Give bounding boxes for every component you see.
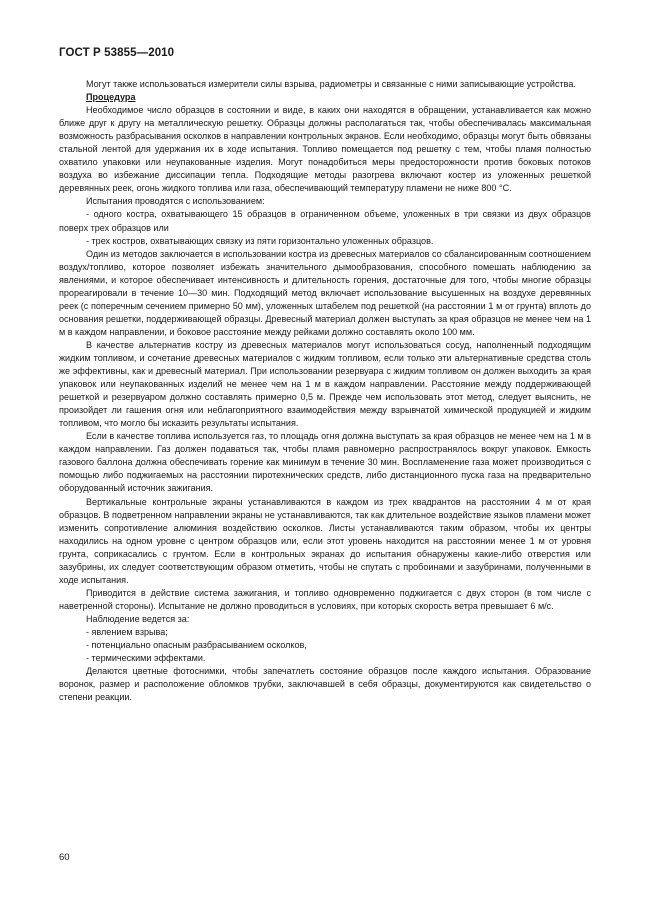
paragraph: Делаются цветные фотоснимки, чтобы запечатлеть состояние образцов после каждого испытания. Образование воронок, размер и расположение обломков трубки, заключавшей в себя образцы, документируются как свидетельство о степени реакции. xyxy=(59,666,591,703)
paragraph: Испытания проводятся с использованием: xyxy=(86,196,265,207)
paragraph: В качестве альтернатив костру из древесных материалов могут использоваться сосуд, наполненный подходящим жидким топливом, и сочетание древесных материалов с жидким топливом, если только эти альтернативные средства столь же эффективны, как и древесный материал. При использовании резервуара с жидким топливом он должен выходить за края упаковок или неупакованных изделий не менее чем на 1 м в каждом направлении. Расстояние между поддерживающей решеткой и резервуаром должно составлять примерно 0,5 м. Прежде чем использовать этот метод, следует выяснить, не произойдет ли гашения огня или неблагоприятного взаимодействия между взрывчатой химической продукцией и жидким топливом, что могло бы исказить результаты испытания. xyxy=(59,339,591,429)
list-item: - потенциально опасным разбрасыванием осколков, xyxy=(86,640,307,651)
page-number: 60 xyxy=(59,852,70,863)
document-body xyxy=(59,78,591,704)
list-item: - одного костра, охватывающего 15 образцов в ограниченном объеме, уложенных в три связки из двух образцов поверх трех образцов или xyxy=(59,209,591,233)
list-item: - трех костров, охватывающих связку из пяти горизонтально уложенных образцов. xyxy=(86,235,434,246)
paragraph: Необходимое число образцов в состоянии и виде, в каких они находятся в обращении, устанавливается как можно ближе друг к другу на металлическую решетку. Образцы должны располагаться так, чтобы обеспечивалась максимальная возможность разбрасывания осколков в направлении контрольных экранов. Если необходимо, образцы могут быть обвязаны стальной лентой для удержания их в ходе испытания. Топливо помещается под решетку с тем, чтобы пламя полностью охватило упаковки или неупакованные изделия. Могут понадобиться меры предосторожности против боковых потоков воздуха во избежание диссипации тепла. Подходящие методы разогрева включают костер из уложенных решеткой деревянных реек, огонь жидкого топлива или газа, обеспечивающий температуру пламени не ниже 800 °С. xyxy=(59,105,591,194)
paragraph: Могут также использоваться измерители силы взрыва, радиометры и связанные с ними записывающие устройства. xyxy=(86,79,576,89)
paragraph: Если в качестве топлива используется газ, то площадь огня должна выступать за края образцов не менее чем на 1 м в каждом направлении. Газ должен подаваться так, чтобы пламя равномерно распространялось вокруг упаковок. Емкость газового баллона должна обеспечивать горение как минимум в течение 30 мин. Воспламенение газа может производиться с помощью либо поджигаемых на расстоянии пиротехнических средств, либо дистанционного пуска газа на предварительно оборудованный источник зажигания. xyxy=(59,431,591,494)
paragraph: Наблюдение ведется за: xyxy=(86,613,190,624)
section-heading: Процедура xyxy=(86,92,136,103)
list-item: - термическими эффектами. xyxy=(86,653,206,664)
document-header: ГОСТ Р 53855—2010 xyxy=(59,47,175,59)
paragraph: Вертикальные контрольные экраны устанавливаются в каждом из трех квадрантов на расстоянии 4 м от края образцов. В подветренном направлении экраны не устанавливаются, так как длительное воздействие языков пламени может изменить сопротивление алюминия воздействию осколков. Листы устанавливаются таким образом, чтобы их центры находились на одном уровне с центром образцов или, если этот уровень находится на расстоянии менее 1 м от уровня грунта, соприкасались с грунтом. Если в контрольных экранах до испытания обнаружены какие-либо отверстия или зазубрины, их следует соответствующим образом отметить, чтобы не спутать с пробоинами и зазубринами, полученными в ходе испытания. xyxy=(59,496,591,585)
list-item: - явлением взрыва; xyxy=(86,626,168,637)
paragraph: Приводится в действие система зажигания, и топливо одновременно поджигается с двух сторон (в том числе с наветренной стороны). Испытание не должно проводиться в условиях, при которых скорость ветра превышает 6 м/с. xyxy=(59,587,591,611)
paragraph: Один из методов заключается в использовании костра из древесных материалов со сбалансированным соотношением воздух/топливо, которое позволяет избежать значительного дымообразования, способного помешать наблюдению за явлениями, и которое обеспечивает интенсивность и длительность горения, достаточные для того, чтобы многие образцы прореагировали в течение 10—30 мин. Подходящий метод включает использование высушенных на воздухе деревянных реек (с поперечным сечением примерно 50 мм), уложенных штабелем под решеткой (на расстоянии 1 м от грунта) вплоть до основания решетки, поддерживающей образцы. Древесный материал должен выступать за края образцов не менее чем на 1 м в каждом направлении, и боковое расстояние между рейками должно составлять около 100 мм. xyxy=(59,248,591,337)
